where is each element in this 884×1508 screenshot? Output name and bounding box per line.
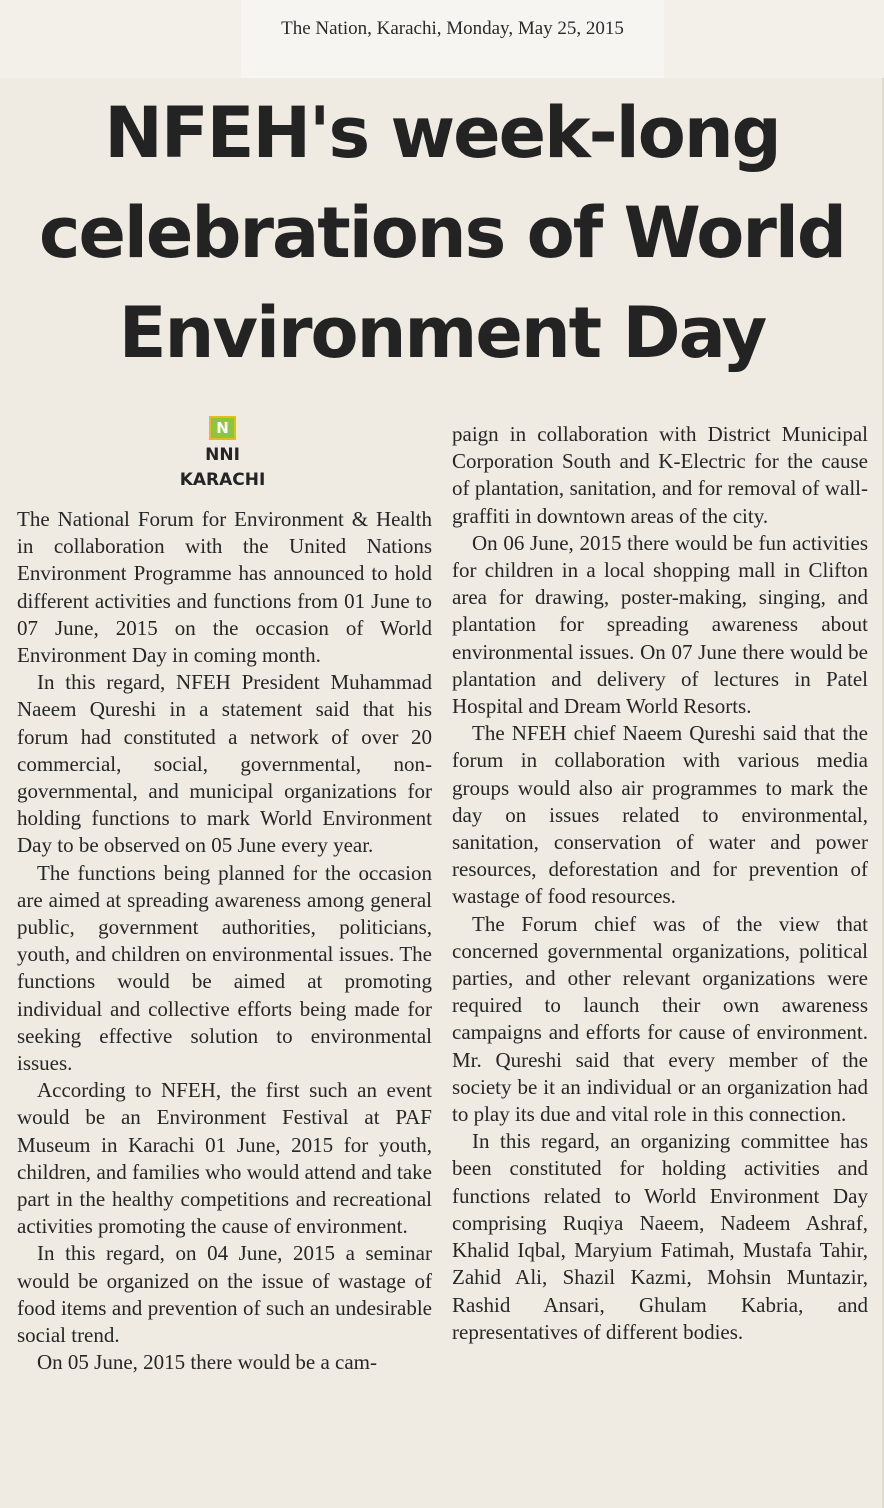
paragraph: According to NFEH, the first such an event would be an Environment Festival at PAF Museum in Karachi 01 June, 2015 for youth, children, and families who would attend and take part in the healthy competitions and recreational activities promoting the cause of environment. (17, 1078, 432, 1239)
agency-name: NNI (205, 445, 240, 465)
paragraph: In this regard, on 04 June, 2015 a seminar would be organized on the issue of wastage of food items and prevention of such an undesirable social trend. (17, 1241, 432, 1348)
paragraph: In this regard, NFEH President Muhammad Naeem Qureshi in a statement said that his forum had constituted a network of over 20 commercial, social, governmental, non-governmental, and municipal organizations for holding functions to mark World Environment Day to be observed on 05 June every year. (17, 670, 432, 858)
article-column-1 (17, 506, 432, 1377)
paragraph: The Forum chief was of the view that concerned governmental organizations, political parties, and other relevant organizations were required to launch their own awareness campaigns and efforts for cause of environment. Mr. Qureshi said that every member of the society be it an individual or an organization had to play its due and vital role in this connection. (452, 911, 868, 1127)
dateline-place: KARACHI (179, 470, 266, 490)
agency-logo: N (209, 416, 236, 440)
article-column-2 (452, 421, 868, 1346)
paragraph: The National Forum for Environment & Health in collaboration with the United Nations Environment Programme has announced to hold different activities and functions from 01 June to 07 June, 2015 on the occasion of World Environment Day in coming month. (17, 507, 432, 668)
dateline-strip (241, 0, 664, 78)
dateline: The Nation, Karachi, Monday, May 25, 2015 (281, 18, 624, 39)
paragraph: The NFEH chief Naeem Qureshi said that the forum in collaboration with various media groups would also air programmes to mark the day on issues related to environmental, sanitation, conservation of water and power resources, deforestation and for prevention of wastage of food resources. (452, 721, 868, 909)
paragraph: paign in collaboration with District Municipal Corporation South and K-Electric for the cause of plantation, sanitation, and for removal of wall-graffiti in downtown areas of the city. (452, 422, 868, 528)
paragraph: The functions being planned for the occasion are aimed at spreading awareness among general public, government authorities, politicians, youth, and children on environmental issues. The functions would be aimed at promoting individual and collective efforts being made for seeking effective solution to environmental issues. (17, 860, 432, 1076)
headline: NFEH's week-long celebrations of World Environment Day (38, 92, 846, 374)
paragraph: On 05 June, 2015 there would be a cam- (37, 1350, 377, 1375)
paragraph: On 06 June, 2015 there would be fun activities for children in a local shopping mall in Clifton area for drawing, poster-making, singing, and plantation for spreading awareness about environmental issues. On 07 June there would be plantation and delivery of lectures in Patel Hospital and Dream World Resorts. (452, 530, 868, 719)
paragraph: In this regard, an organizing committee has been constituted for holding activities and functions related to World Environment Day comprising Ruqiya Naeem, Nadeem Ashraf, Khalid Iqbal, Maryium Fatimah, Mustafa Tahir, Zahid Ali, Shazil Kazmi, Mohsin Muntazir, Rashid Ansari, Ghulam Kabria, and representatives of different bodies. (452, 1129, 868, 1344)
